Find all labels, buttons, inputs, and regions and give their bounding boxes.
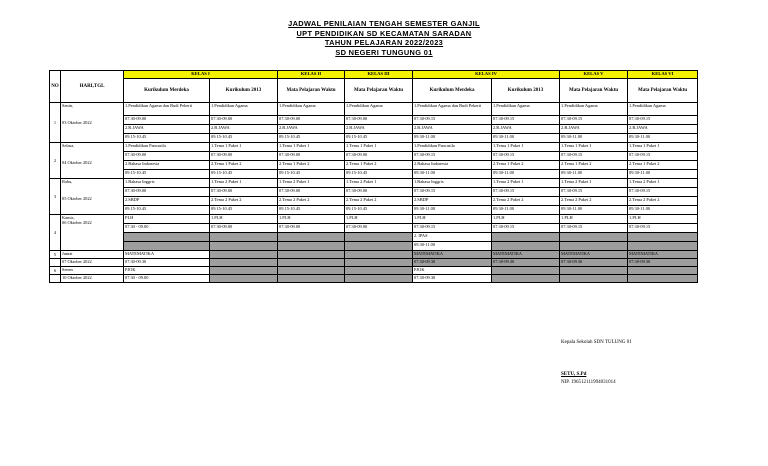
subject-cell: 2.Tema 1 Paket 2: [492, 161, 560, 170]
subject-cell: 07.30-09.15: [492, 188, 560, 197]
subject-cell: 2.B.JAWA: [413, 125, 492, 134]
blocked-cell: [278, 267, 345, 275]
subject-cell: 07.30-09.30: [413, 259, 492, 267]
day-number: 1: [50, 103, 61, 143]
subject-cell: 1.Tema 1 Paket 1: [210, 143, 278, 152]
subject-cell: 1.Tema 2 Paket 1: [278, 179, 345, 188]
day-number: 6: [50, 267, 61, 275]
subject-cell: MATEMATIKA: [560, 251, 628, 259]
subject-cell: 2.Tema 1 Paket 2: [278, 161, 345, 170]
subject-cell: 07.30-09.15: [492, 152, 560, 161]
schedule-row: [50, 116, 698, 125]
schedule-row: [50, 197, 698, 206]
day-date-cell: [61, 179, 124, 215]
schedule-row: [50, 188, 698, 197]
subject-cell: 2.B.JAWA: [278, 125, 345, 134]
schedule-row: [50, 206, 698, 215]
subject-cell: 2.Tema 2 Paket 2: [210, 197, 278, 206]
subject-cell: 09.15-10.45: [278, 170, 345, 179]
subject-cell: 2.Tema 1 Paket 2: [560, 161, 628, 170]
subject-cell: 07.30-09.15: [413, 152, 492, 161]
day-name: Kamis,: [62, 215, 75, 220]
blocked-cell: [560, 242, 628, 251]
blocked-cell: [492, 242, 560, 251]
subject-cell: 2.Tema 2 Paket 2: [492, 197, 560, 206]
subject-cell: 07.30-09.15: [628, 188, 698, 197]
subject-cell: 09.30-11.00: [492, 170, 560, 179]
day-number: 5: [50, 251, 61, 259]
blocked-cell: [210, 251, 278, 259]
blocked-cell: [278, 233, 345, 242]
subject-cell: 09.15-10.45: [124, 206, 210, 215]
subject-cell: 09.30-11.00: [560, 134, 628, 143]
subject-cell: 2.Tema 2 Paket 2: [278, 197, 345, 206]
subject-cell: 2.B.JAWA: [560, 125, 628, 134]
day-name: Selasa,: [62, 143, 75, 148]
subject-cell: 1.Pendidikan Agama: [345, 103, 413, 116]
subject-cell: 07.30-09.15: [413, 224, 492, 233]
subject-cell: 1.PLH: [278, 215, 345, 224]
day-number: 2: [50, 143, 61, 179]
kurikulum-merdeka-header: Kurikulum Merdeka: [124, 79, 210, 103]
subject-cell: 09.15-10.45: [210, 206, 278, 215]
blocked-cell: [124, 242, 210, 251]
schedule-row: [50, 233, 698, 242]
day-date: 10 Oktober 2022: [61, 275, 124, 283]
subject-cell: 1.Pendidikan Agama: [628, 103, 698, 116]
subject-cell: 2.B.JAWA: [492, 125, 560, 134]
subject-cell: PLH: [124, 215, 210, 224]
subject-cell: 09.30-11.00: [413, 170, 492, 179]
subject-cell: 07.30-09.00: [124, 152, 210, 161]
subject-cell: 1.Pendidikan Pancasila: [413, 143, 492, 152]
schedule-row: [50, 170, 698, 179]
subject-cell: 07.30-09.00: [124, 188, 210, 197]
subject-cell: 07.30-09.30: [560, 259, 628, 267]
subject-cell: 07.30-09.15: [560, 188, 628, 197]
subject-cell: 2.Tema 1 Paket 2: [345, 161, 413, 170]
kelas-2-header: KELAS II: [278, 71, 345, 79]
schedule-row: [50, 275, 698, 283]
subject-cell: 09.15-10.45: [210, 134, 278, 143]
blocked-cell: [345, 242, 413, 251]
day-name: Jumat: [61, 251, 124, 259]
principal-name: SETU, S.Pd: [561, 372, 587, 377]
mapel-waktu-header: Mata Pelajaran Waktu: [628, 79, 698, 103]
blocked-cell: [345, 233, 413, 242]
subject-cell: 07.30-09.00: [210, 224, 278, 233]
blocked-cell: [210, 242, 278, 251]
class-header-row: [50, 71, 698, 79]
subject-cell: 09.15-10.45: [345, 206, 413, 215]
subject-cell: 07.30-09.15: [492, 224, 560, 233]
blocked-cell: [628, 267, 698, 275]
schedule-table: [49, 70, 698, 283]
subject-cell: 07.30-09.00: [124, 116, 210, 125]
header-office: UPT PENDIDIKAN SD KECAMATAN SARADAN: [296, 28, 472, 38]
subject-cell: PJOK: [413, 267, 492, 275]
kelas-4-header: KELAS IV: [413, 71, 560, 79]
subject-cell: MATEMATIKA: [124, 251, 210, 259]
subject-cell: 1.Bahasa Inggris: [124, 179, 210, 188]
kurikulum-merdeka-header: Kurikulum Merdeka: [413, 79, 492, 103]
subject-cell: 2.Tema 1 Paket 2: [210, 161, 278, 170]
subject-cell: 2.B.JAWA: [124, 125, 210, 134]
blocked-cell: [278, 259, 345, 267]
subject-cell: 07.30-09.30: [492, 259, 560, 267]
subject-cell: 07.30-09.30: [124, 259, 210, 267]
subject-cell: 1.Tema 2 Paket 1: [628, 179, 698, 188]
subject-cell: MATEMATIKA: [413, 251, 492, 259]
day-number: 4: [50, 215, 61, 251]
day-date: 05 Oktober 2022: [62, 196, 92, 201]
subject-cell: 07.30 - 09.00: [124, 275, 210, 283]
subject-cell: 1.Tema 1 Paket 1: [628, 143, 698, 152]
subject-cell: 1.Tema 1 Paket 1: [492, 143, 560, 152]
subject-cell: 07.30-09.15: [560, 152, 628, 161]
subject-cell: 09.30-11.00: [413, 242, 492, 251]
subject-cell: 07.30-09.15: [628, 152, 698, 161]
kurikulum-2013-header: Kurikulum 2013: [210, 79, 278, 103]
subject-cell: 1.Tema 1 Paket 1: [278, 143, 345, 152]
subject-cell: MATEMATIKA: [628, 251, 698, 259]
subject-cell: 2.Tema 2 Paket 2: [345, 197, 413, 206]
subject-cell: 07.30-09.30: [628, 259, 698, 267]
subject-cell: 2.Tema 2 Paket 2: [560, 197, 628, 206]
schedule-row: [50, 152, 698, 161]
subject-cell: 1.PLH: [345, 215, 413, 224]
subject-cell: 2.B.JAWA: [345, 125, 413, 134]
subject-cell: PJOK: [124, 267, 210, 275]
subject-cell: 2.B.JAWA: [210, 125, 278, 134]
subject-cell: 07.30 - 09.00: [124, 224, 210, 233]
subject-cell: MATEMATIKA: [492, 251, 560, 259]
blocked-cell: [560, 275, 628, 283]
subject-cell: 1.Pendidikan Agama dan Budi Pekerti: [124, 103, 210, 116]
subject-cell: 1.Pendidikan Agama: [278, 103, 345, 116]
subject-cell: 09.30-11.00: [413, 206, 492, 215]
col-no-header: NO: [50, 71, 61, 103]
subject-cell: 09.15-10.45: [345, 170, 413, 179]
subject-cell: 07.30-09.15: [560, 116, 628, 125]
schedule-row: [50, 125, 698, 134]
blocked-cell: [345, 267, 413, 275]
subject-cell: 09.30-11.00: [492, 134, 560, 143]
blocked-cell: [278, 275, 345, 283]
subject-cell: 09.30-11.00: [492, 206, 560, 215]
blocked-cell: [560, 267, 628, 275]
subject-cell: 1.Pendidikan Agama dan Budi Pekerti: [413, 103, 492, 116]
day-date: 06 Oktober 2022: [62, 220, 92, 225]
subject-cell: 1.Tema 2 Paket 1: [560, 179, 628, 188]
subject-cell: 2.SBDP: [413, 197, 492, 206]
subject-cell: 07.30-09.15: [413, 188, 492, 197]
subject-cell: 1.Pendidikan Agama: [560, 103, 628, 116]
day-date-cell: [61, 143, 124, 179]
blocked-cell: [210, 267, 278, 275]
day-date: 03 Oktober 2022: [62, 120, 92, 125]
day-date-cell: [61, 215, 124, 251]
subject-cell: 09.30-11.00: [413, 134, 492, 143]
kelas-1-header: KELAS I: [124, 71, 278, 79]
blocked-cell: [210, 233, 278, 242]
subject-cell: 07.30-09.30: [413, 275, 492, 283]
schedule-row: [50, 267, 698, 275]
schedule-row: [50, 251, 698, 259]
blocked-cell: [628, 233, 698, 242]
subject-cell: 07.30-09.00: [278, 116, 345, 125]
mapel-waktu-header: Mata Pelajaran Waktu: [345, 79, 413, 103]
day-name: Senen: [61, 267, 124, 275]
blocked-cell: [278, 251, 345, 259]
day-date-cell: [61, 103, 124, 143]
subject-cell: 1.PLH: [210, 215, 278, 224]
blocked-cell: [278, 242, 345, 251]
day-number: 3: [50, 179, 61, 215]
subject-cell: 09.30-11.00: [560, 206, 628, 215]
blocked-cell: [492, 275, 560, 283]
schedule-row: [50, 215, 698, 224]
schedule-row: [50, 179, 698, 188]
blocked-cell: [492, 233, 560, 242]
subject-cell: 09.15-10.45: [124, 134, 210, 143]
schedule-row: [50, 242, 698, 251]
schedule-row: [50, 259, 698, 267]
subject-cell: 07.30-09.00: [210, 116, 278, 125]
blocked-cell: [124, 233, 210, 242]
mapel-waktu-header: Mata Pelajaran Waktu: [560, 79, 628, 103]
schedule-row: [50, 103, 698, 116]
subject-cell: 07.30-09.00: [278, 224, 345, 233]
subject-cell: 1.PLH: [492, 215, 560, 224]
subject-cell: 07.30-09.00: [210, 152, 278, 161]
schedule-row: [50, 143, 698, 152]
subject-cell: 1.Tema 2 Paket 1: [492, 179, 560, 188]
subject-cell: 2.B.JAWA: [628, 125, 698, 134]
schedule-row: [50, 134, 698, 143]
blocked-cell: [345, 259, 413, 267]
subject-cell: 1.PLH: [560, 215, 628, 224]
schedule-body: [50, 71, 698, 283]
curriculum-header-row: [50, 79, 698, 103]
day-number-blank: [50, 259, 61, 267]
day-name: Senin,: [62, 103, 74, 108]
kelas-5-header: KELAS V: [560, 71, 628, 79]
blocked-cell: [560, 233, 628, 242]
kelas-3-header: KELAS III: [345, 71, 413, 79]
blocked-cell: [210, 275, 278, 283]
subject-cell: 07.30-09.00: [278, 152, 345, 161]
subject-cell: 1.Pendidikan Agama: [492, 103, 560, 116]
subject-cell: 07.30-09.15: [628, 116, 698, 125]
kelas-6-header: KELAS VI: [628, 71, 698, 79]
subject-cell: 09.30-11.00: [628, 206, 698, 215]
kurikulum-2013-header: Kurikulum 2013: [492, 79, 560, 103]
subject-cell: 1.PLH: [628, 215, 698, 224]
subject-cell: 1.Tema 1 Paket 1: [345, 143, 413, 152]
subject-cell: 07.30-09.00: [345, 116, 413, 125]
header-school: SD NEGERI TUNGUNG 01: [335, 47, 433, 57]
subject-cell: 1.Tema 2 Paket 1: [210, 179, 278, 188]
subject-cell: 07.30-09.15: [413, 116, 492, 125]
principal-title: Kepala Sekolah SDN TULUNG 01: [561, 340, 632, 345]
subject-cell: 07.30-09.00: [345, 152, 413, 161]
subject-cell: 09.15-10.45: [124, 170, 210, 179]
subject-cell: 1.Pendidikan Pancasila: [124, 143, 210, 152]
document-header: [0, 19, 768, 57]
subject-cell: 09.30-11.00: [628, 170, 698, 179]
subject-cell: 1.Tema 1 Paket 1: [560, 143, 628, 152]
blocked-cell: [210, 259, 278, 267]
subject-cell: 2.Bahasa Indonesia: [124, 161, 210, 170]
mapel-waktu-header: Mata Pelajaran Waktu: [278, 79, 345, 103]
subject-cell: 07.30-09.15: [560, 224, 628, 233]
schedule-row: [50, 224, 698, 233]
subject-cell: 1.Bahasa Inggris: [413, 179, 492, 188]
subject-cell: 1.PLH: [413, 215, 492, 224]
header-year: TAHUN PELAJARAN 2022/2023: [324, 38, 444, 47]
subject-cell: 1.Pendidikan Agama: [210, 103, 278, 116]
subject-cell: 07.30-09.15: [492, 116, 560, 125]
subject-cell: 07.30-09.00: [345, 188, 413, 197]
header-title: JADWAL PENILAIAN TENGAH SEMESTER GANJIL: [288, 19, 480, 28]
blocked-cell: [345, 251, 413, 259]
subject-cell: 2.SBDP: [124, 197, 210, 206]
subject-cell: 2.Tema 2 Paket 2: [628, 197, 698, 206]
subject-cell: 2.Bahasa Indonesia: [413, 161, 492, 170]
subject-cell: 09.15-10.45: [345, 134, 413, 143]
principal-nip: NIP. 196512111994031014: [561, 380, 616, 385]
subject-cell: 09.15-10.45: [210, 170, 278, 179]
day-number-blank: [50, 275, 61, 283]
subject-cell: 09.15-10.45: [278, 206, 345, 215]
subject-cell: 2. IPAS: [413, 233, 492, 242]
subject-cell: 07.30-09.00: [210, 188, 278, 197]
blocked-cell: [492, 267, 560, 275]
blocked-cell: [628, 275, 698, 283]
blocked-cell: [345, 275, 413, 283]
subject-cell: 2.Tema 1 Paket 2: [628, 161, 698, 170]
subject-cell: 1.Tema 2 Paket 1: [345, 179, 413, 188]
blocked-cell: [628, 242, 698, 251]
subject-cell: 09.30-11.00: [560, 170, 628, 179]
day-date: 07 Oktober 2022: [61, 259, 124, 267]
subject-cell: 09.30-11.00: [628, 134, 698, 143]
day-name: Rabu,: [62, 179, 73, 184]
subject-cell: 07.30-09.00: [345, 224, 413, 233]
schedule-row: [50, 161, 698, 170]
subject-cell: 07.30-09.00: [278, 188, 345, 197]
subject-cell: 07.30-09.15: [628, 224, 698, 233]
subject-cell: 09.15-10.45: [278, 134, 345, 143]
day-date: 04 Oktober 2022: [62, 160, 92, 165]
col-day-header: HARI,TGL: [61, 71, 124, 103]
